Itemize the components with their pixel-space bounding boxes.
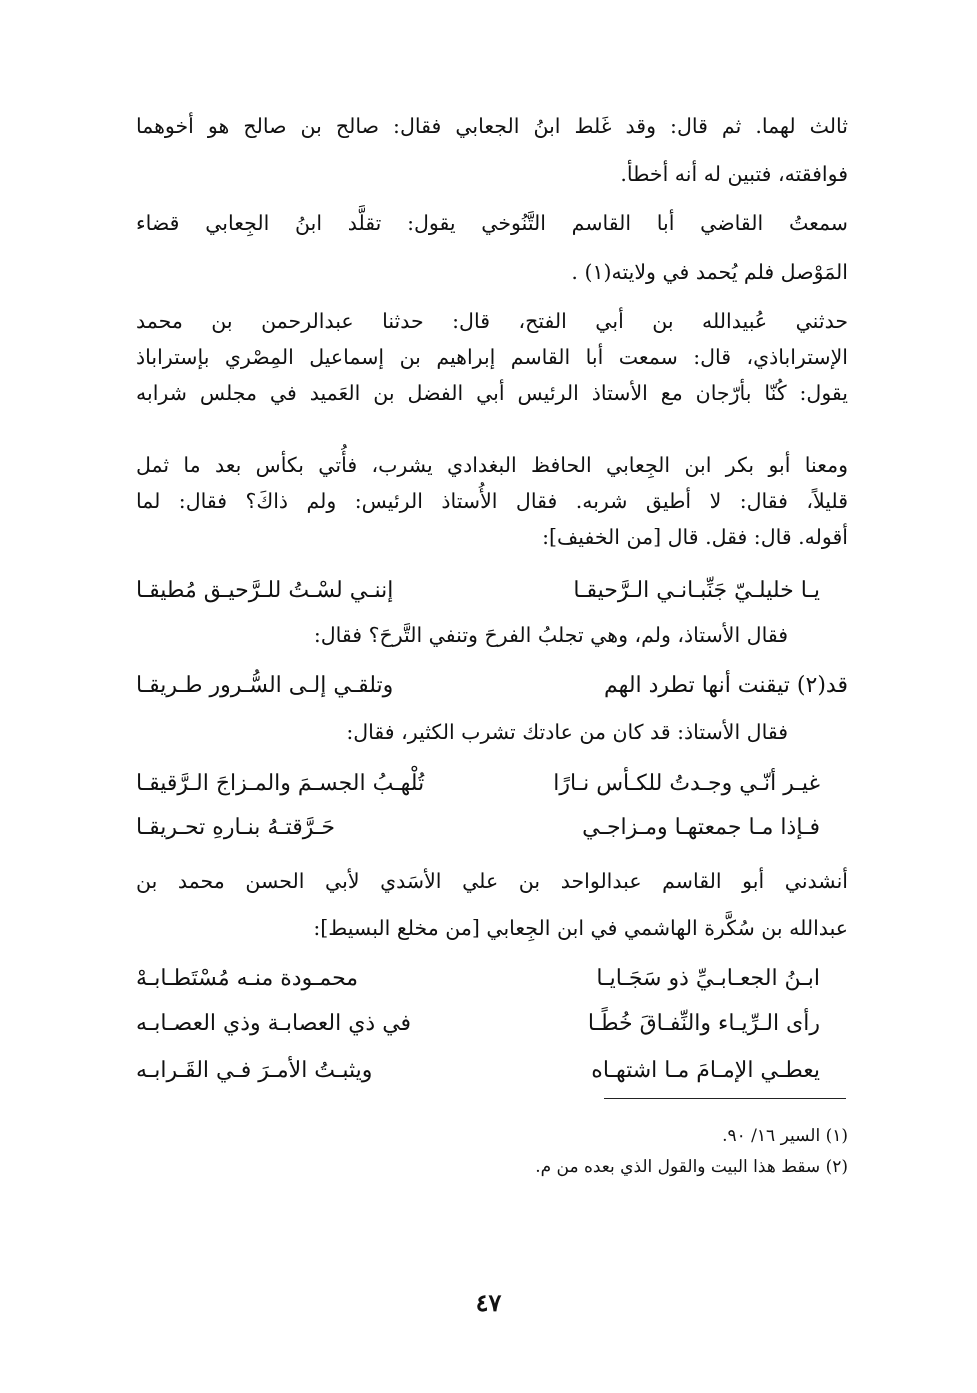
verse-second-hemistich: إننـي لسْـتُ للـرَّحيـق مُطيقـا bbox=[136, 578, 394, 603]
text-line: ومعنا أبو بكر ابن الجِعابي الحافظ البغدادي يشرب، فأُتي بكأس بعد ما ثمل bbox=[136, 453, 848, 477]
text-line: فقال الأستاذ: قد كان من عادتك تشرب الكثير، فقال: bbox=[346, 720, 788, 744]
text-line: أنشدني أبو القاسم عبدالواحد بن علي الأسَدي لأبي الحسن محمد بن bbox=[136, 869, 848, 893]
verse-line bbox=[136, 811, 848, 845]
verse-second-hemistich: وتلقـي إلـى السُّـرور طـريقـا bbox=[136, 673, 394, 698]
text-line: حدثني عُبيدالله بن أبي الفتح، قال: حدثنا عبدالرحمن بن محمد bbox=[136, 309, 848, 333]
verse-line bbox=[136, 574, 848, 608]
verse-first-hemistich: فـإذا مـا جمعتهـا ومـزاجـي bbox=[582, 815, 820, 840]
verse-line bbox=[136, 1007, 848, 1041]
footnote: (١) السير ١٦/ ٩٠. bbox=[722, 1126, 848, 1146]
verse-second-hemistich: محمـودة منـه مُسْتَطـابـهْ bbox=[136, 966, 359, 991]
verse-first-hemistich: رأى الـرِّيـاء والنِّفـاقَ خُطًـا bbox=[587, 1011, 820, 1036]
verse-first-hemistich: غيـر أنّـي وجـدتُ للكـأس نـارًا bbox=[553, 771, 820, 796]
verse-second-hemistich: في ذي العصابـة وذي العصـابـه bbox=[136, 1011, 412, 1036]
text-line: قليلاً، فقال: لا أطيق شربه. فقال الأُستاذ الرئيس: ولم ذاكَ؟ فقال: لما bbox=[136, 489, 848, 513]
verse-line bbox=[136, 962, 848, 996]
verse-first-hemistich: قد(٢) تيقنت أنها تطرد الهم bbox=[604, 673, 848, 698]
text-line: المَوْصل فلم يُحمد في ولايته(١) . bbox=[571, 260, 848, 284]
verse-line bbox=[136, 1054, 848, 1088]
text-line: سمعتُ القاضي أبا القاسم التَّنُوخي يقول: تقلَّد ابنُ الجِعابي قضاء bbox=[136, 211, 848, 235]
verse-line bbox=[136, 767, 848, 801]
footnote: (٢) سقط هذا البيت والقول الذي بعده من م. bbox=[535, 1157, 848, 1177]
text-line: فقال الأستاذ، ولم، وهي تجلبُ الفرحَ وتنفي التَّرحَ؟ فقال: bbox=[313, 623, 788, 647]
text-line: فوافقته، فتبين له أنه أخطأ. bbox=[620, 162, 848, 186]
verse-second-hemistich: ويثبـتُ الأمـرَ فـي القَـرابـه bbox=[136, 1058, 373, 1083]
verse-first-hemistich: يـا خليلـيّ جَنِّبـانـي الـرَّحيقـا bbox=[573, 578, 820, 603]
verse-second-hemistich: تُلْهـبُ الجسـمَ والمـزاجَ الـرَّقيقـا bbox=[136, 771, 425, 796]
text-line: عبدالله بن سُكَّرة الهاشمي في ابن الجِعابي [من مخلع البسيط]: bbox=[313, 916, 848, 940]
text-line: ثالث لهما. ثم قال: وقد غَلط ابنُ الجعابي فقال: صالح بن صالح هو أخوهما bbox=[136, 114, 848, 138]
text-line: يقول: كُنّا بأرّجان مع الأستاذ الرئيس أبي الفضل بن العَميد في مجلس شرابه bbox=[136, 381, 848, 405]
footnote-divider bbox=[604, 1098, 846, 1099]
verse-first-hemistich: يعطـي الإمـامَ مـا اشتهـاه bbox=[591, 1058, 820, 1083]
verse-first-hemistich: ابـنُ الجعـابـيِّ ذو سَجَـايـا bbox=[596, 966, 820, 991]
text-line: أقوله. قال: فقل. قال [من الخفيف]: bbox=[542, 525, 848, 549]
verse-line bbox=[136, 669, 848, 703]
verse-second-hemistich: حَـرَّقتـهُ بنـارهِ تحـريقـا bbox=[136, 815, 335, 840]
page-number: ٤٧ bbox=[475, 1288, 502, 1317]
text-line: الإستراباذي، قال: سمعت أبا القاسم إبراهيم بن إسماعيل المِصْري بإستراباذ bbox=[136, 345, 848, 369]
